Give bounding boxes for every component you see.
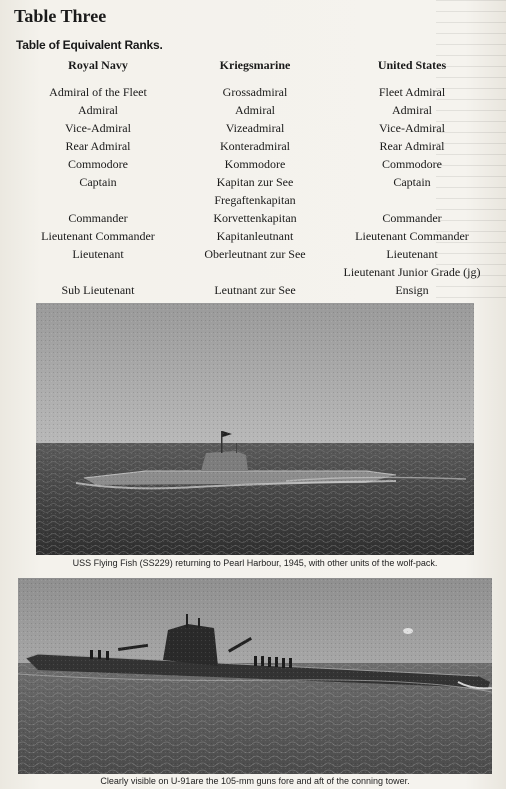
table-row: [20, 227, 490, 245]
table-cell: [176, 263, 334, 281]
table-cell: Captain: [79, 175, 117, 189]
table-cell: Commodore: [68, 157, 128, 171]
submarine-photo-u91: [18, 578, 492, 774]
table-cell: Kommodore: [224, 157, 286, 171]
table-cell: Admiral of the Fleet: [49, 85, 147, 99]
table-row: [20, 281, 490, 299]
table-row: [20, 263, 490, 281]
table-cell: Vice-Admiral: [65, 121, 131, 135]
table-cell: Commander: [68, 211, 128, 225]
u-boat-image: [18, 578, 492, 774]
table-cell: Kapitan zur See: [216, 175, 294, 189]
table-cell: [20, 263, 176, 281]
table-subtitle: Table of Equivalent Ranks.: [16, 38, 163, 52]
table-row: [20, 101, 490, 119]
header-united-states: United States: [377, 58, 447, 72]
table-cell: Rear Admiral: [65, 139, 131, 153]
table-cell: Vizeadmiral: [225, 121, 285, 135]
header-royal-navy: Royal Navy: [68, 58, 128, 72]
table-cell: Lieutenant Commander: [41, 229, 155, 243]
table-title: Table Three: [14, 6, 107, 26]
header-kriegsmarine: Kriegsmarine: [219, 58, 291, 72]
table-cell: Rear Admiral: [379, 139, 445, 153]
table-row: [20, 173, 490, 191]
table-cell: Commodore: [382, 157, 442, 171]
table-cell: Leutnant zur See: [214, 283, 296, 297]
submarine-photo-flying-fish: [36, 303, 474, 555]
table-row: [20, 83, 490, 101]
table-row: [20, 155, 490, 173]
table-cell: Lieutenant Commander: [355, 229, 469, 243]
table-cell: [20, 191, 176, 209]
table-cell: Konteradmiral: [220, 139, 290, 153]
table-header-row: [20, 56, 490, 74]
table-cell: Commander: [382, 211, 442, 225]
table-cell: Sub Lieutenant: [61, 283, 135, 297]
table-cell: Lieutenant: [72, 247, 124, 261]
ranks-table: [20, 56, 490, 299]
table-cell: Admiral: [78, 103, 118, 117]
table-cell: Korvettenkapitan: [213, 211, 297, 225]
table-cell: [334, 191, 490, 209]
table-cell: Lieutenant: [386, 247, 438, 261]
photo-caption: Clearly visible on U-91are the 105-mm guns fore and aft of the conning tower.: [100, 776, 410, 786]
table-cell: Vice-Admiral: [379, 121, 445, 135]
table-row: [20, 119, 490, 137]
table-cell: Grossadmiral: [222, 85, 288, 99]
table-cell: Oberleutnant zur See: [204, 247, 306, 261]
table-row: [20, 245, 490, 263]
table-cell: Kapitanleutnant: [216, 229, 294, 243]
table-row: [20, 137, 490, 155]
table-row: [20, 191, 490, 209]
photo-caption: USS Flying Fish (SS229) returning to Pearl Harbour, 1945, with other units of the wolf-pack.: [72, 558, 438, 568]
table-row: [20, 209, 490, 227]
table-cell: Fleet Admiral: [378, 85, 446, 99]
table-cell: Admiral: [235, 103, 275, 117]
table-cell: Admiral: [392, 103, 432, 117]
table-cell: Lieutenant Junior Grade (jg): [343, 265, 481, 279]
table-cell: Fregaftenkapitan: [214, 193, 296, 207]
table-cell: Ensign: [395, 283, 429, 297]
table-cell: Captain: [393, 175, 431, 189]
submarine-at-sea-image: [36, 303, 474, 555]
